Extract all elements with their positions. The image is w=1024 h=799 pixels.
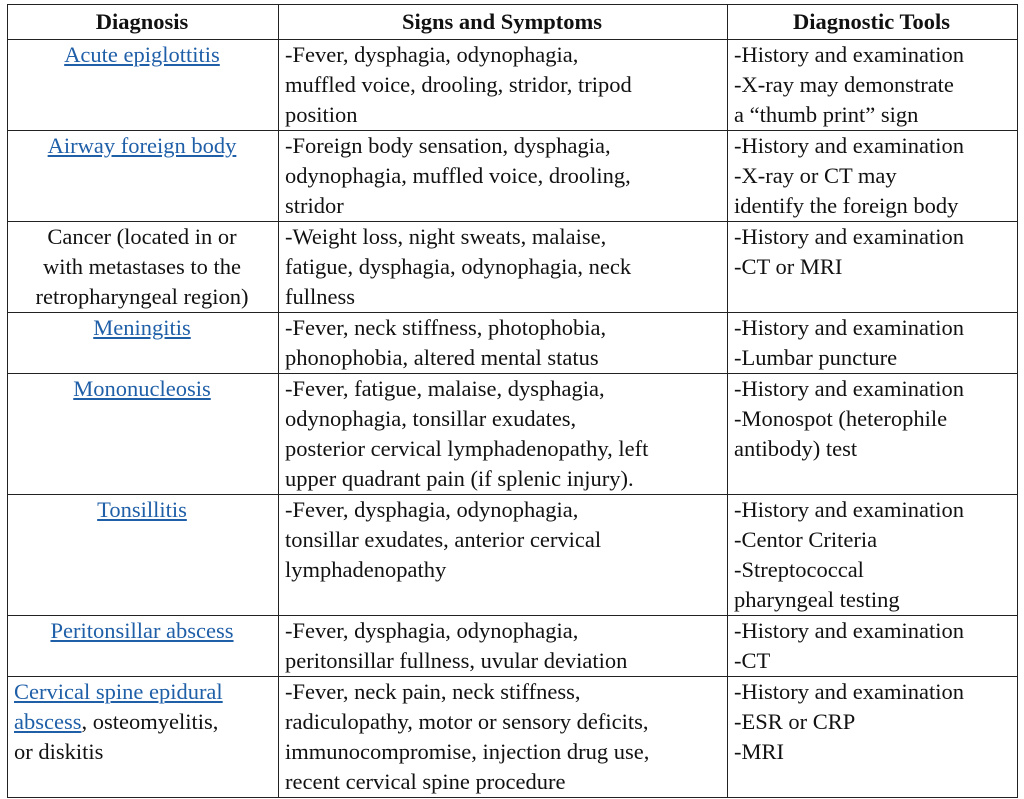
table-row [8,374,1018,495]
cervical-spine-epidural-link[interactable]: Cervical spine epidural [14,679,223,704]
signs-line: upper quadrant pain (if splenic injury). [285,466,634,491]
table-row [8,616,1018,677]
signs-cell [279,495,728,616]
tools-line: -Centor Criteria [734,527,878,552]
diagnosis-text-line: with metastases to the [42,254,242,279]
signs-line: phonophobia, altered mental status [285,345,599,370]
tools-line: -History and examination [734,133,964,158]
tools-cell [728,677,1018,798]
diagnosis-text-line: Cancer (located in or [47,224,237,249]
tools-line: -CT [734,648,771,673]
header-diagnostic-tools: Diagnostic Tools [728,5,1018,40]
signs-line: -Fever, fatigue, malaise, dysphagia, [285,376,605,401]
diagnosis-text-line [14,677,270,707]
tools-line: -MRI [734,739,784,764]
signs-line: -Fever, dysphagia, odynophagia, [285,42,579,67]
tools-cell [728,222,1018,313]
tools-line: -History and examination [734,315,964,340]
signs-line: odynophagia, muffled voice, drooling, [285,163,631,188]
tools-line: -Streptococcal [734,557,864,582]
differential-diagnosis-table [7,4,1018,798]
table-row [8,495,1018,616]
signs-line: radiculopathy, motor or sensory deficits, [285,709,649,734]
signs-line: -Fever, dysphagia, odynophagia, [285,618,579,643]
signs-line: stridor [285,193,344,218]
signs-line: odynophagia, tonsillar exudates, [285,406,577,431]
tools-line: -History and examination [734,376,964,401]
signs-line: fatigue, dysphagia, odynophagia, neck [285,254,632,279]
tools-cell [728,616,1018,677]
diagnosis-text-line [14,707,270,737]
tools-line: -X-ray or CT may [734,163,897,188]
signs-line: recent cervical spine procedure [285,769,566,794]
peritonsillar-abscess-link[interactable]: Peritonsillar abscess [50,618,234,643]
signs-cell [279,40,728,131]
signs-line: -Fever, neck pain, neck stiffness, [285,679,581,704]
tools-cell [728,131,1018,222]
header-row [8,5,1018,40]
table-row [8,222,1018,313]
mononucleosis-link[interactable]: Mononucleosis [73,376,211,401]
tools-line: -History and examination [734,497,964,522]
signs-line: -Weight loss, night sweats, malaise, [285,224,607,249]
tools-line: -History and examination [734,224,964,249]
signs-line: position [285,102,358,127]
signs-line: -Fever, neck stiffness, photophobia, [285,315,607,340]
tonsillitis-link[interactable]: Tonsillitis [97,497,187,522]
table-row [8,40,1018,131]
tools-cell [728,374,1018,495]
diagnosis-cell [8,616,279,677]
diagnosis-cell [8,677,279,798]
signs-cell [279,616,728,677]
diagnosis-cell [8,495,279,616]
diagnosis-cell [8,374,279,495]
header-signs-and-symptoms: Signs and Symptoms [279,5,728,40]
diagnosis-text: , osteomyelitis, [81,709,219,734]
diagnosis-cell [8,40,279,131]
signs-line: lymphadenopathy [285,557,447,582]
signs-cell [279,677,728,798]
header-diagnosis: Diagnosis [8,5,279,40]
meningitis-link[interactable]: Meningitis [93,315,191,340]
signs-line: posterior cervical lymphadenopathy, left [285,436,649,461]
diagnosis-cell [8,131,279,222]
signs-line: fullness [285,284,355,309]
signs-cell [279,131,728,222]
abscess-link[interactable]: abscess [14,709,82,734]
table-row [8,677,1018,798]
tools-cell [728,495,1018,616]
tools-line: -Lumbar puncture [734,345,898,370]
diagnosis-cell [8,313,279,374]
tools-line: antibody) test [734,436,858,461]
signs-cell [279,374,728,495]
tools-line: -History and examination [734,42,964,67]
tools-line: a “thumb print” sign [734,102,919,127]
tools-line: -CT or MRI [734,254,843,279]
tools-line: pharyngeal testing [734,587,900,612]
tools-line: -ESR or CRP [734,709,856,734]
tools-line: -History and examination [734,679,964,704]
signs-line: -Foreign body sensation, dysphagia, [285,133,611,158]
signs-line: -Fever, dysphagia, odynophagia, [285,497,579,522]
signs-line: peritonsillar fullness, uvular deviation [285,648,628,673]
signs-cell [279,222,728,313]
diagnosis-cell [8,222,279,313]
table-row [8,313,1018,374]
table-row [8,131,1018,222]
signs-line: immunocompromise, injection drug use, [285,739,650,764]
diagnosis-text-line: or diskitis [14,739,104,764]
tools-line: -History and examination [734,618,964,643]
acute-epiglottitis-link[interactable]: Acute epiglottitis [64,42,220,67]
tools-line: identify the foreign body [734,193,959,218]
tools-cell [728,313,1018,374]
diagnosis-text-line: retropharyngeal region) [35,284,249,309]
signs-cell [279,313,728,374]
tools-line: -X-ray may demonstrate [734,72,954,97]
tools-line: -Monospot (heterophile [734,406,948,431]
tools-cell [728,40,1018,131]
signs-line: muffled voice, drooling, stridor, tripod [285,72,632,97]
airway-foreign-body-link[interactable]: Airway foreign body [47,133,237,158]
signs-line: tonsillar exudates, anterior cervical [285,527,602,552]
